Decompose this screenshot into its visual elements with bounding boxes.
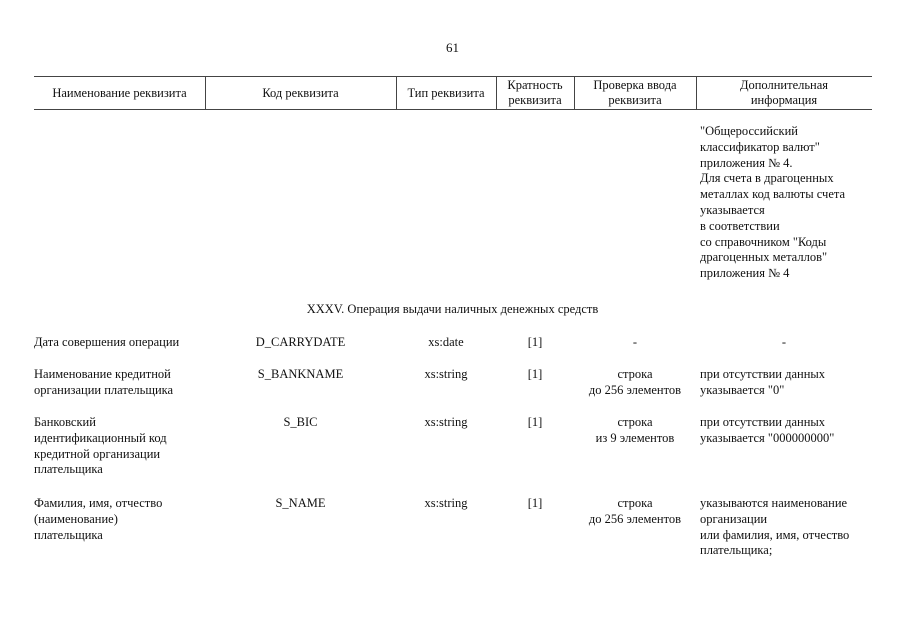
table-header-bottom-rule	[34, 109, 872, 110]
row-field-code: S_NAME	[275, 496, 326, 510]
row-field-type: xs:string	[424, 367, 468, 381]
row-field-multiplicity: [1]	[527, 367, 543, 381]
row-field-info: при отсутствии данных указывается "000000000"	[700, 415, 835, 445]
row-field-code: D_CARRYDATE	[255, 335, 346, 349]
row-field-multiplicity: [1]	[527, 496, 543, 510]
row-field-info: -	[781, 335, 787, 349]
column-header-name: Наименование реквизита	[52, 85, 187, 100]
row-field-multiplicity: [1]	[527, 415, 543, 429]
row-field-code: S_BANKNAME	[257, 367, 344, 381]
page-number: 61	[446, 40, 459, 55]
row-field-info: при отсутствии данных указывается "0"	[700, 367, 826, 397]
column-header-multiplicity: Кратность реквизита	[507, 78, 563, 107]
row-field-name: Дата совершения операции	[34, 335, 180, 349]
row-field-code: S_BIC	[283, 415, 318, 429]
row-field-info: указываются наименование организации или фамилия, имя, отчество плательщика;	[700, 496, 850, 558]
row-field-name: Банковский идентификационный код кредитной организации плательщика	[34, 415, 167, 477]
row-field-name: Наименование кредитной организации плательщика	[34, 367, 174, 397]
column-header-code: Код реквизита	[262, 85, 339, 100]
column-header-type: Тип реквизита	[407, 85, 485, 100]
row-field-type: xs:string	[424, 496, 468, 510]
continued-info-note: "Общероссийский классификатор валют" приложения № 4. Для счета в драгоценных металлах код валюты счета указывается в соответствии со справочником "Коды драгоценных металлов" приложения № 4	[700, 124, 846, 281]
table-header-top-rule	[34, 76, 872, 77]
row-field-check: строка до 256 элементов	[588, 496, 682, 526]
column-header-info: Дополнительная информация	[739, 78, 829, 107]
row-field-multiplicity: [1]	[527, 335, 543, 349]
row-field-check: строка из 9 элементов	[595, 415, 675, 445]
row-field-check: -	[632, 335, 638, 349]
section-title: XXXV. Операция выдачи наличных денежных средств	[306, 302, 599, 316]
row-field-type: xs:date	[428, 335, 464, 349]
row-field-name: Фамилия, имя, отчество (наименование) плательщика	[34, 496, 163, 542]
row-field-type: xs:string	[424, 415, 468, 429]
column-header-check: Проверка ввода реквизита	[593, 78, 677, 107]
row-field-check: строка до 256 элементов	[588, 367, 682, 397]
